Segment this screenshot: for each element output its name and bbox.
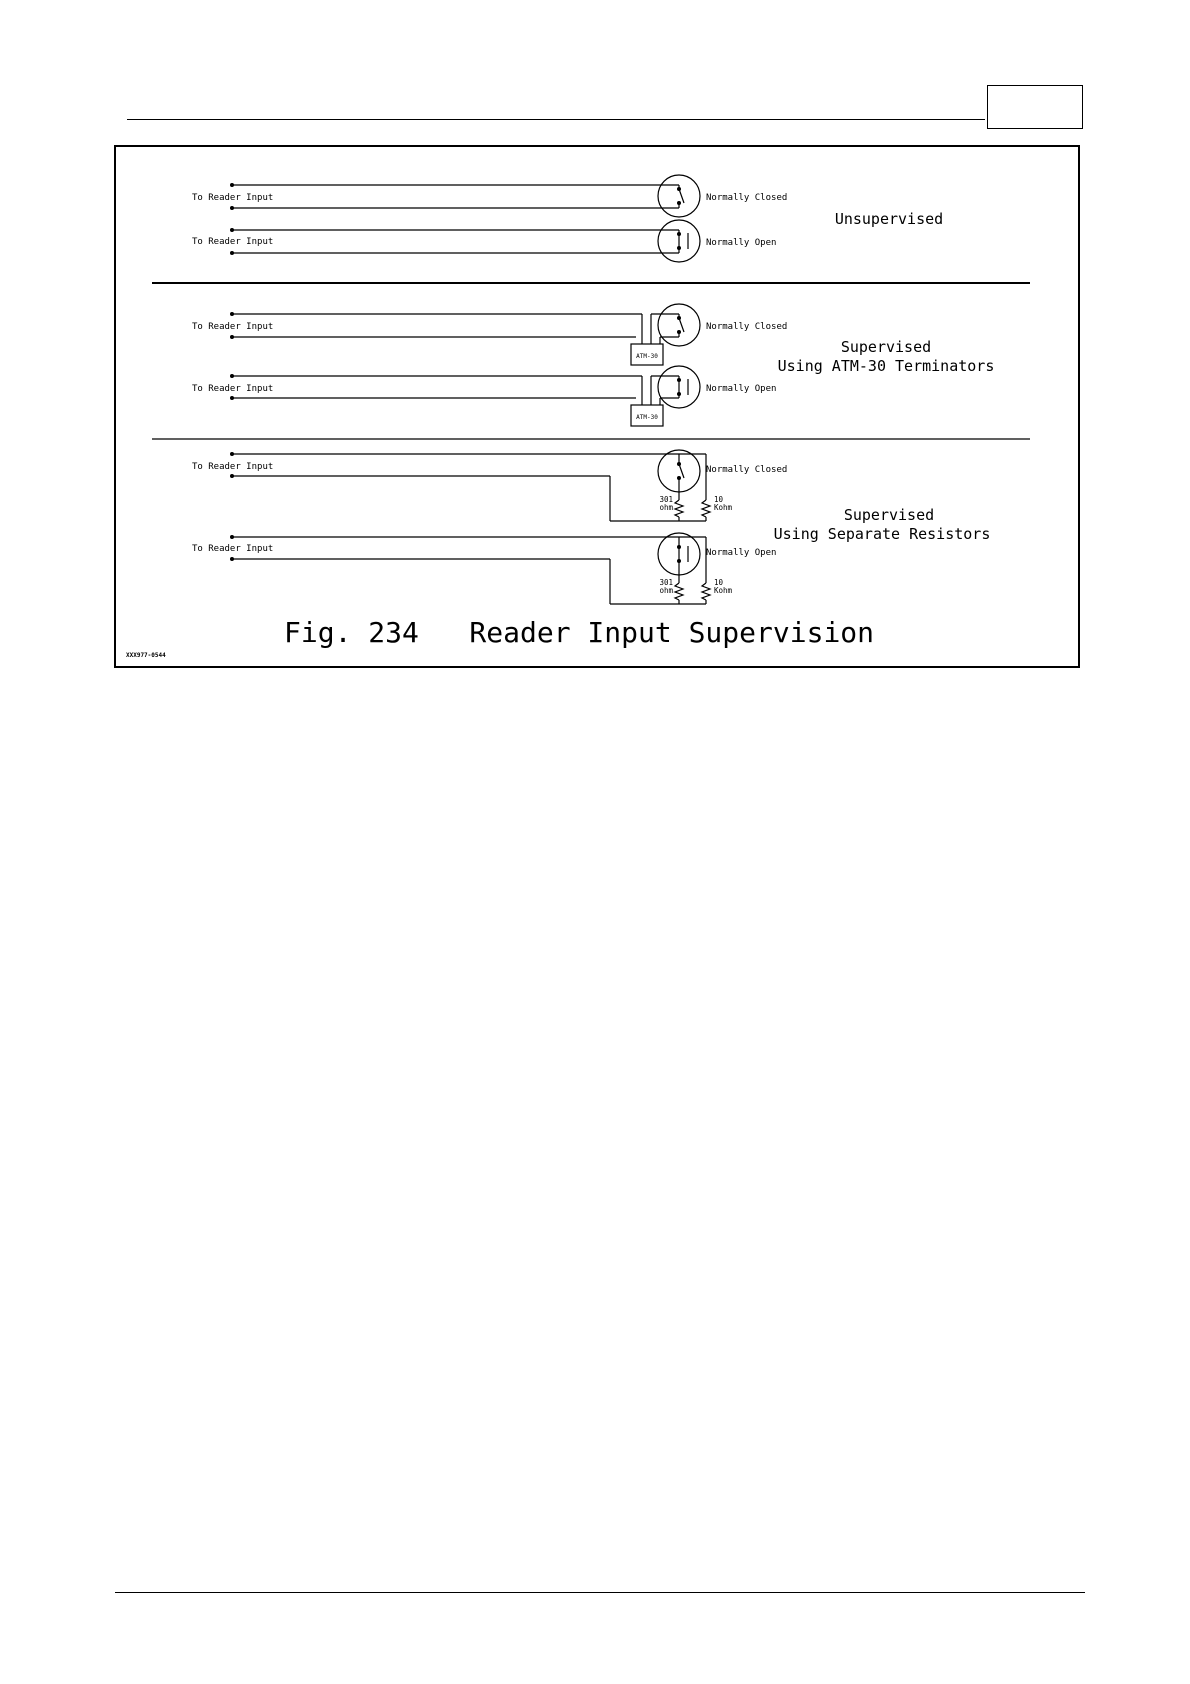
resistor-value-label: 301: [659, 495, 673, 504]
reader-input-label: To Reader Input: [192, 462, 274, 472]
resistor-unit-label: ohm: [659, 503, 673, 512]
reader-input-label: To Reader Input: [192, 544, 274, 554]
section-subtitle-supervised-resistors: Using Separate Resistors: [773, 525, 991, 543]
resistor-301-ohm: [675, 583, 683, 600]
normally-open-label: Normally Open: [706, 548, 777, 558]
wiring-diagram-figure: [114, 145, 1080, 668]
reader-input-label: To Reader Input: [192, 237, 274, 247]
reader-input-label: To Reader Input: [192, 193, 274, 203]
header-rule: [127, 119, 985, 120]
resistor-unit-label: Kohm: [714, 586, 733, 595]
atm-30-label: ATM-30: [636, 353, 658, 360]
section-title-unsupervised: Unsupervised: [834, 210, 944, 228]
resistor-unit-label: Kohm: [714, 503, 733, 512]
reader-input-label: To Reader Input: [192, 322, 274, 332]
resistor-value-label: 10: [714, 495, 724, 504]
normally-closed-label: Normally Closed: [706, 193, 788, 203]
normally-closed-label: Normally Closed: [706, 465, 788, 475]
normally-closed-switch: [658, 175, 700, 217]
normally-closed-switch: [658, 304, 700, 346]
resistor-301-ohm: [675, 500, 683, 517]
normally-open-label: Normally Open: [706, 384, 777, 394]
resistor-unit-label: ohm: [659, 586, 673, 595]
section-title-supervised-atm: Supervised: [840, 338, 932, 356]
reader-input-label: To Reader Input: [192, 384, 274, 394]
resistor-10-kohm: [702, 583, 710, 600]
wiring-diagram: [114, 145, 1080, 668]
page-number-box: [987, 85, 1083, 129]
section-subtitle-supervised-atm: Using ATM-30 Terminators: [777, 357, 995, 375]
normally-closed-label: Normally Closed: [706, 322, 788, 332]
footer-rule: [115, 1592, 1085, 1593]
drawing-id: XXX977-0544: [126, 652, 166, 659]
figure-caption: Fig. 234 Reader Input Supervision: [284, 616, 875, 649]
resistor-value-label: 10: [714, 578, 724, 587]
atm-30-label: ATM-30: [636, 414, 658, 421]
normally-open-label: Normally Open: [706, 238, 777, 248]
section-title-supervised-resistors: Supervised: [843, 506, 935, 524]
resistor-10-kohm: [702, 500, 710, 517]
resistor-value-label: 301: [659, 578, 673, 587]
